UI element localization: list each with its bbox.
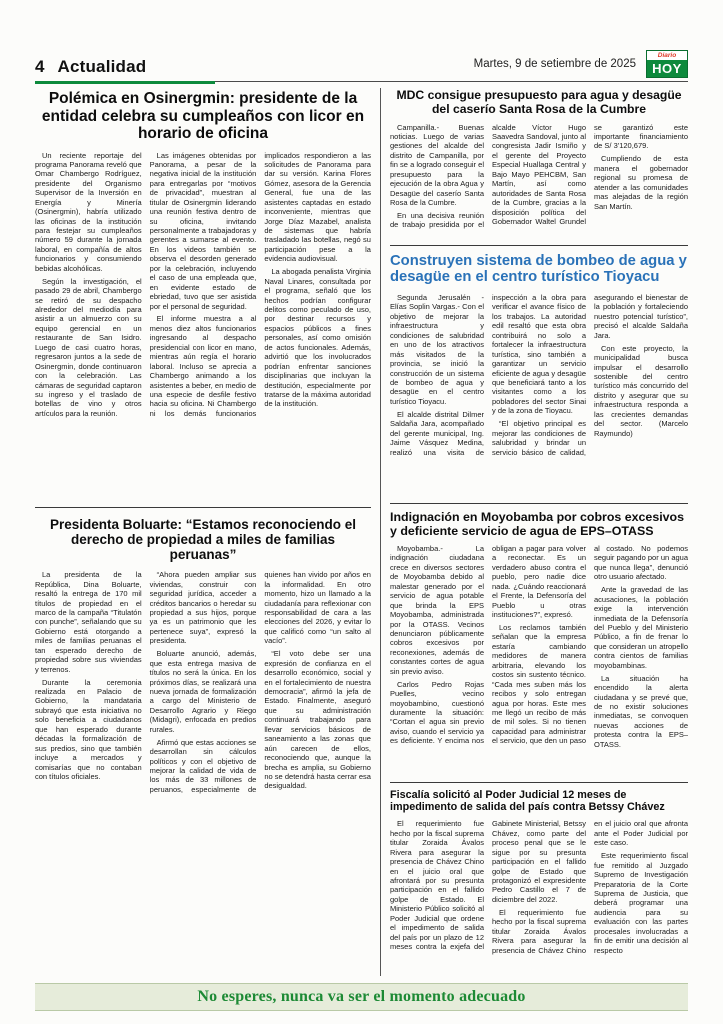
article-body-moyobamba: Moyobamba.- La indignación ciudadana crece en diversos sectores de Moyobamba debido al malestar generado por el servicio de agua potable que brinda la EPS Moyobamba, administrada por la OTASS. Vecinos denunciaron públicamente cobros excesivos por reconexiones, además de constantes cortes de agua sin previo aviso. Carlos Pedro Rojas Puelles, vecino moyobambino, cuestionó duramente la situación: “Cortan el agua sin previo aviso, cuando el servicio ya es deficiente. Y encima nos obligan a pagar para volver a reconectar. Es un verdadero abuso contra el pueblo, pero nadie dice nada. ¿Cuándo reaccionará el Frente, la Defensoría del Pueblo u otras instituciones?”, expresó. Los reclamos también señalan que la empresa estaría cambiando medidores de manera arbitraria, elevando los costos sin sustento técnico. “Cada mes suben más los recibos y solo entregan agua por horas. Este mes me llegó un recibo de más de mil soles. Si no tienen capacidad para administrar el servicio, que den un paso al costado. No podemos seguir pagando por un agua que nunca llega”, denunció otro usuario afectado. Ante la gravedad de las acusaciones, la población exige la intervención inmediata de la Defensoría del Pueblo y del Ministerio Público, a fin de frenar lo que consideran un atropello contra cientos de familias moyobambinas. La situación ha encendido la alerta ciudadana y se prevé que, de no existir soluciones inmediatas, se convoquen nuevas acciones de protesta contra la EPS–OTASS. — [390, 544, 688, 749]
divider — [390, 245, 688, 246]
article-title-osinergmin: Polémica en Osinergmin: presidente de la entidad celebra su cumpleaños con licor en horario de oficina — [41, 90, 365, 142]
footer-slogan: No esperes, nunca va ser el momento adecuado — [197, 988, 526, 1005]
divider — [390, 782, 688, 783]
article-body-mdc: Campanilla.- Buenas noticias. Luego de varias gestiones del alcalde del distrito de Campanilla, por fin se a logrado conseguir el presupuesto para la ejecución de la obra Agua y Desagüe del caserío Santa Rosa de la Cumbre. En una decisiva reunión de trabajo presidida por el alcalde Víctor Hugo Saavedra Sandoval, junto al congresista Jadir Ismiño y el gerente del Proyecto Especial Huallaga Central y Bajo Mayo PEHCBM, San Martín, así como autoridades de Santa Rosa de la Cumbre, gracias a la disposición política del Gobernador Waltel Grundel se garantizó este importante financiamiento de S/ 3'120,679. Cumpliendo de esta manera el gobernador regional su promesa de atender a las comunidades mas alejadas de la región San Martín. — [390, 122, 688, 230]
article-body-osinergmin: Un reciente reportaje del programa Panorama reveló que Omar Chambergo Rodríguez, presidente del Organismo Supervisor de la Inversión en Energía y Minería (Osinergmin), habría utilizado las oficinas de la institución para festejar su cumpleaños número 59 durante la jornada laboral, en compañía de altos funcionarios y consumiendo bebidas alcohólicas. Según la investigación, el pasado 29 de abril, Chambergo se retiró de su despacho alrededor del mediodía para asistir a un almuerzo con su equipo gerencial en un restaurante de San Isidro. Luego de casi cuatro horas, regresaron juntos a la sede de Osinergmin, donde continuaron con la celebración. Las cámaras de seguridad captaron su ingreso y el traslado de botellas de vino y otros artículos para la reunión. Las imágenes obtenidas por Panorama, a pesar de la negativa inicial de la institución para entregarlas por “motivos de privacidad”, muestran al titular de Osinergmin liderando una reunión festiva dentro de su oficina, invitando personalmente a trabajadoras y gerentes a sumarse al evento. En los videos también se observa el desorden generado por la celebración, incluyendo el caso de una empleada que, en evidente estado de ebriedad, tuvo que ser asistida por el personal de seguridad. El informe muestra a al menos diez altos funcionarios ingresando al despacho presidencial con licor en mano, mientras aún regía el horario laboral. Incluso se aprecia a Chambergo animando a los asistentes a beber, en medio de una especie de desfile festivo hacia su oficina. Ni Chambergo ni los demás funcionarios implicados respondieron a las solicitudes de Panorama para dar su versión. Karina Flores Gómez, asesora de la Gerencia General, fue una de las asistentes captadas en estado inconveniente, mientras que Jorge Díaz Mazabel, analista de sistemas que habría trasladado las botellas, negó su participación pese a la evidencia audiovisual. La abogada penalista Virginia Naval Linares, consultada por el programa, señaló que los hechos podrían configurar delitos como peculado de uso, por destinar recursos y espacios públicos a fines personales, así como omisión de actos funcionales. Además, advirtió que los involucrados podrían enfrentar sanciones disciplinarias que incluyan la destitución, especialmente por tratarse de la máxima autoridad de la institución. — [35, 150, 371, 418]
right-column-group — [381, 88, 688, 976]
section-title: Actualidad — [57, 57, 147, 76]
article-title-moyobamba: Indignación en Moyobamba por cobros excesivos y deficiente servicio de agua de EPS–OTASS — [390, 510, 684, 539]
article-boluarte — [35, 513, 371, 971]
article-body-tioyacu: Segunda Jerusalén - Elías Soplin Vargas.- Con el objetivo de mejorar la infraestructura y condiciones de salubridad en uno de los atractivos más visitados de la provincia, se inició la construcción de un sistema de bombeo de agua y desagüe en el centro turístico Tioyacu. El alcalde distrital Dilmer Saldaña Jara, acompañado del gerente municipal, Ing. Jaime Vásquez Medina, realizó una visita de inspección a la obra para verificar el avance físico de los trabajos. La autoridad edil resaltó que esta obra contribuirá no solo a fortalecer la infraestructura turística, sino también a garantizar un servicio eficiente de agua y desagüe que beneficiará tanto a los visitantes como a los pobladores del sector Sinai y de la zona de Tioyacu. “El objetivo principal es mejorar las condiciones de salubridad y brindar un servicio básico de calidad, asegurando el bienestar de la población y fortaleciendo nuestro potencial turístico”, precisó el alcalde Saldaña Jara. Con este proyecto, la municipalidad busca impulsar el desarrollo sostenible del centro turístico más concurrido del distrito y asegurar que su infraestructura responda a las crecientes demandas del sector. (Marcelo Raymundo) — [390, 293, 688, 457]
article-tioyacu — [390, 251, 688, 499]
footer-banner — [35, 983, 688, 1011]
section-underline — [35, 81, 215, 85]
divider — [35, 507, 371, 508]
page-header — [35, 50, 688, 82]
left-column-group — [35, 88, 381, 976]
diario-hoy-logo — [646, 50, 688, 78]
page-content — [35, 88, 688, 976]
article-moyobamba — [390, 509, 688, 778]
section-header — [35, 57, 146, 81]
edition-date: Martes, 9 de setiembre de 2025 — [473, 58, 636, 70]
article-title-fiscalia: Fiscalía solicitó al Poder Judicial 12 meses de impedimento de salida del país contra Betssy Chávez — [390, 789, 665, 814]
divider — [390, 503, 688, 504]
page-number: 4 — [35, 57, 45, 76]
article-osinergmin — [35, 88, 371, 503]
article-body-fiscalia: El requerimiento fue hecho por la fiscal suprema titular Zoraida Ávalos Rivera para asegurar la presencia de Chávez Chino en el juicio oral que afrontará por su presunta participación en el fallido golpe de Estado. El Ministerio Público solicitó al Poder Judicial que ordene el impedimento de salida del país por un plazo de 12 meses contra la exjefa del Gabinete Ministerial, Betssy Chávez, como parte del proceso penal que se le sigue por su presunta participación en el fallido golpe de Estado que protagonizó el expresidente Pedro Castillo el 7 de diciembre del 2022. El requerimiento fue hecho por la fiscal suprema titular Zoraida Ávalos Rivera para asegurar la presencia de Chávez Chino en el juicio oral que afronta ante el Poder Judicial por este caso. Este requerimiento fiscal fue remitido al Juzgado Supremo de Investigación Preparatoria de la Corte Suprema de Justicia, que deberá programar una audiencia para su evaluación con las partes procesales involucradas a fin de emitir una decisión al respecto — [390, 819, 688, 955]
article-title-mdc: MDC consigue presupuesto para agua y desagüe del caserío Santa Rosa de la Cumbre — [396, 88, 682, 116]
article-mdc — [390, 88, 688, 241]
article-title-tioyacu: Construyen sistema de bombeo de agua y desagüe en el centro turístico Tioyacu — [390, 252, 687, 286]
article-title-boluarte: Presidenta Boluarte: “Estamos reconociendo el derecho de propiedad a miles de familias peruanas” — [49, 516, 357, 562]
logo-diario-text: Diario — [647, 51, 687, 60]
header-right — [474, 50, 688, 81]
logo-hoy-text: HOY — [647, 60, 687, 78]
article-body-boluarte: La presidenta de la República, Dina Boluarte, resaltó la entrega de 170 mil títulos de propiedad en el marco de la campaña “Titulatón con punche”, señalando que su Gobierno está otorgando a miles de familias peruanas el tan esperado derecho de propiedad sobre sus viviendas y terrenos. Durante la ceremonia realizada en Palacio de Gobierno, la mandataria subrayó que esta iniciativa no solo beneficia a ciudadanos que han esperado durante décadas la formalización de sus predios, sino que también incluye a mercados y comisarías que no contaban con títulos oficiales. “Ahora pueden ampliar sus viviendas, construir con seguridad jurídica, acceder a créditos bancarios o heredar su propiedad a sus hijos, porque ya es un patrimonio que les pertenece suya”, expresó la presidenta. Boluarte anunció, además, que esta entrega masiva de títulos no será la única. En los próximos días, se realizará una nueva jornada de formalización a cargo del Ministerio de Desarrollo Agrario y Riego (Midagri), enfocada en predios rurales. Afirmó que estas acciones se desarrollan sin cálculos políticos y con el objetivo de mejorar la calidad de vida de los más de 33 millones de peruanos, especialmente de quienes han vivido por años en la informalidad. En otro momento, hizo un llamado a la ciudadanía para reflexionar con responsabilidad de cara a las elecciones del 2026, y evitar lo que calificó como “un salto al vacío”. “El voto debe ser una expresión de confianza en el desarrollo económico, social y en el fortalecimiento de nuestra democracia”, afirmó la jefa de Estado. Finalmente, aseguró que su administración continuará trabajando para llevar servicios básicos de saneamiento a las zonas que aún carecen de ellos, reconociendo que, aunque la brecha es amplia, su Gobierno no se detendrá hasta cerrar esa desigualdad. — [35, 570, 371, 794]
article-fiscalia — [390, 788, 688, 959]
